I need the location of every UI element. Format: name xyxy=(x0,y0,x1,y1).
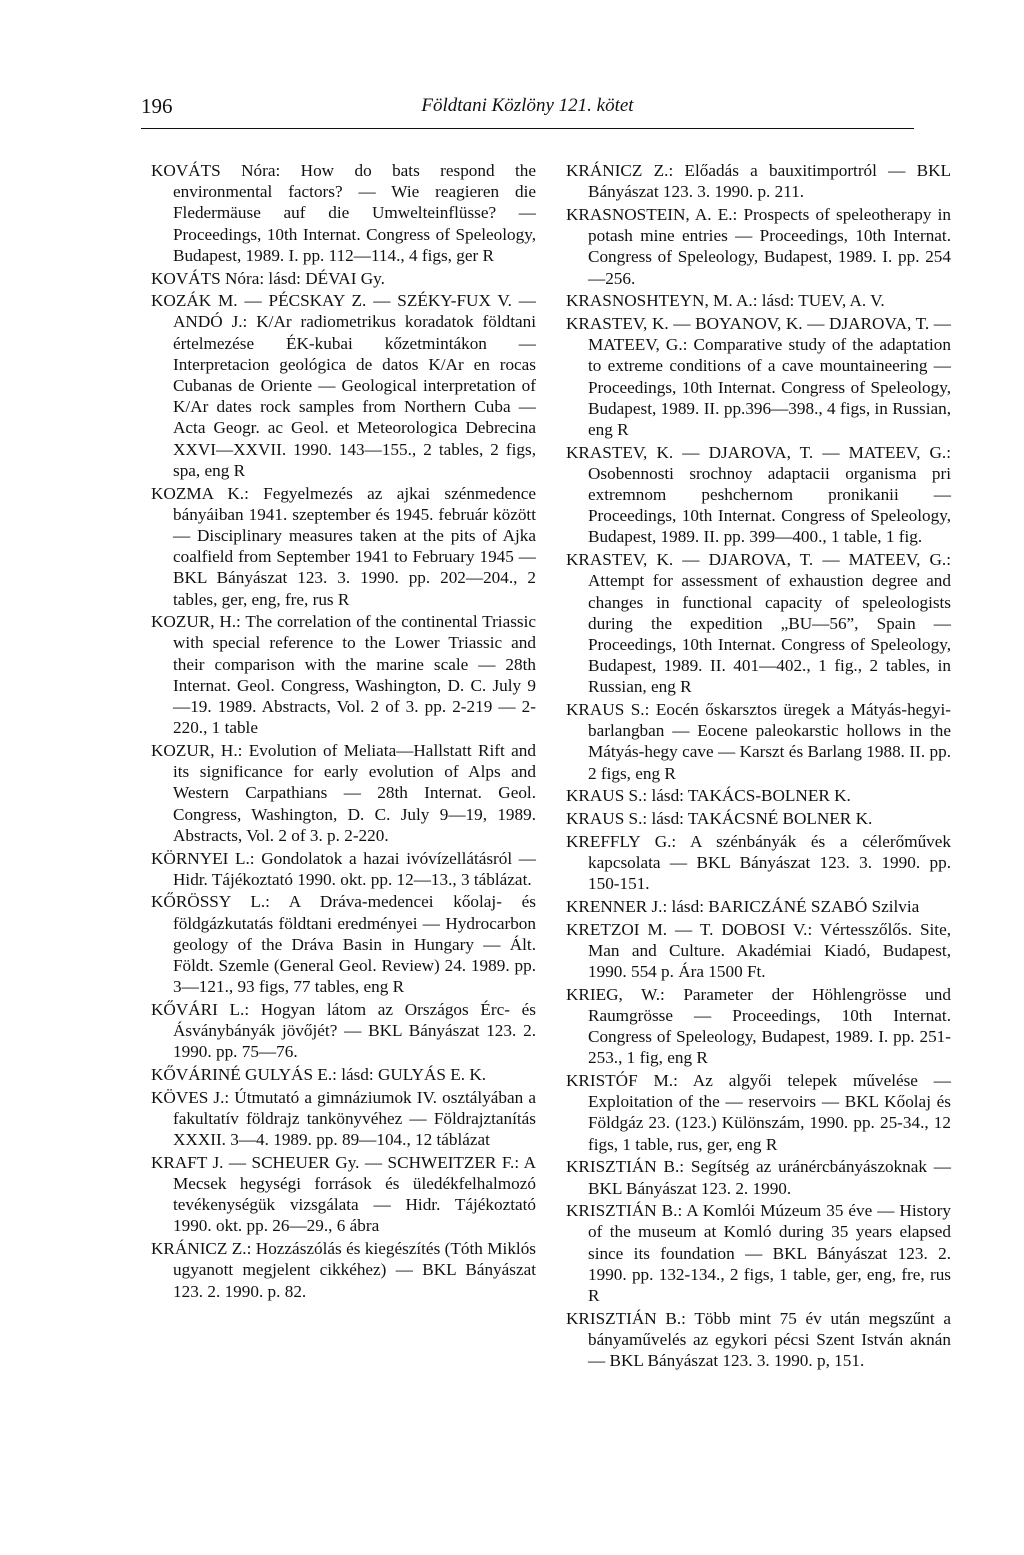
bibliography-entry: KRAFT J. — SCHEUER Gy. — SCHWEITZER F.: A Mecsek hegységi források és üledékfelhalmozó tevékenységük vizsgálata — Hidr. Tájékoztató 1990. okt. pp. 26—29., 6 ábra xyxy=(151,1152,536,1236)
bibliography-entry: KRASTEV, K. — DJAROVA, T. — MATEEV, G.: Attempt for assessment of exhaustion degree and changes in functional capacity of speleologists during the expedition „BU—56”, Spain — Proceedings, 10th Internat. Congress of Speleology, Budapest, 1989. II. 401—402., 1 fig., 2 tables, in Russian, eng R xyxy=(566,550,951,697)
bibliography-entry: KRISZTIÁN B.: A Komlói Múzeum 35 éve — History of the museum at Komló during 35 years elapsed since its foundation — BKL Bányászat 123. 2. 1990. pp. 132-134., 2 figs, 1 table, ger, eng, fre, rus R xyxy=(566,1201,951,1306)
bibliography-entry: KREFFLY G.: A szénbányák és a célerőművek kapcsolata — BKL Bányászat 123. 3. 1990. pp. 150-151. xyxy=(566,831,951,894)
bibliography-entry: KOVÁTS Nóra: How do bats respond the environmental factors? — Wie reagieren die Fledermäuse auf die Umwelteinflüsse? — Proceedings, 10th Internat. Congress of Speleology, Budapest, 1989. I. pp. 112—114., 4 figs, ger R xyxy=(151,161,536,265)
bibliography-entry: KRASTEV, K. — DJAROVA, T. — MATEEV, G.: Osobennosti srochnoy adaptacii organisma pri extremnom peshchernom pronikanii — Proceedings, 10th Internat. Congress of Speleology, Budapest, 1989. II. pp. 399—400., 1 table, 1 fig. xyxy=(566,442,951,547)
bibliography-entry: KÖRNYEI L.: Gondolatok a hazai ivóvízellátásról — Hidr. Tájékoztató 1990. okt. pp. 12—13., 3 táblázat. xyxy=(151,848,536,889)
bibliography-entry: KRAUS S.: lásd: TAKÁCSNÉ BOLNER K. xyxy=(566,809,873,829)
journal-title: Földtani Közlöny 121. kötet xyxy=(421,95,634,116)
bibliography-entry: KŐRÖSSY L.: A Dráva-medencei kőolaj- és földgázkutatás földtani eredményei — Hydrocarbon geology of the Dráva Basin in Hungary — Ált. Földt. Szemle (General Geol. Review) 24. 1989. pp. 3—121., 93 figs, 77 tables, eng R xyxy=(151,892,536,997)
bibliography-entry: KOZUR, H.: The correlation of the continental Triassic with special reference to the Lower Triassic and their comparison with the marine scale — 28th Internat. Geol. Congress, Washington, D. C. July 9—19. 1989. Abstracts, Vol. 2 of 3. pp. 2-219 — 2-220., 1 table xyxy=(151,612,536,738)
bibliography-entry: KRAUS S.: Eocén őskarsztos üregek a Mátyás-hegyi-barlangban — Eocene paleokarstic hollows in the Mátyás-hegy cave — Karszt és Barlang 1988. II. pp. 2 figs, eng R xyxy=(566,700,951,783)
bibliography-entry: KOVÁTS Nóra: lásd: DÉVAI Gy. xyxy=(151,268,385,288)
bibliography-entry: KRÁNICZ Z.: Előadás a bauxitimportról — BKL Bányászat 123. 3. 1990. p. 211. xyxy=(566,161,951,202)
bibliography-entry: KOZMA K.: Fegyelmezés az ajkai szénmedence bányáiban 1941. szeptember és 1945. február között — Disciplinary measures taken at the pits of Ajka coalfield from September 1941 to February 1945 — BKL Bányászat 123. 3. 1990. pp. 202—204., 2 tables, ger, eng, fre, rus R xyxy=(151,483,536,609)
bibliography-entry: KRIEG, W.: Parameter der Höhlengrösse und Raumgrösse — Proceedings, 10th Internat. Congress of Speleology, Budapest, 1989. I. pp. 251-253., 1 fig, eng R xyxy=(566,984,951,1068)
bibliography-entry: KŐVÁRI L.: Hogyan látom az Országos Érc- és Ásványbányák jövőjét? — BKL Bányászat 123. 2. 1990. pp. 75—76. xyxy=(151,999,536,1062)
bibliography-entry: KÖVES J.: Útmutató a gimnáziumok IV. osztályában a fakultatív földrajz tankönyvéhez — Földrajztanítás XXXII. 3—4. 1989. pp. 89—104., 12 táblázat xyxy=(151,1087,536,1150)
bibliography-entry: KRISZTIÁN B.: Segítség az uránércbányászoknak — BKL Bányászat 123. 2. 1990. xyxy=(566,1157,951,1198)
header-rule xyxy=(141,128,914,129)
bibliography-entry: KRÁNICZ Z.: Hozzászólás és kiegészítés (Tóth Miklós ugyanott megjelent cikkéhez) — BKL Bányászat 123. 2. 1990. p. 82. xyxy=(151,1239,536,1301)
bibliography-entry: KŐVÁRINÉ GULYÁS E.: lásd: GULYÁS E. K. xyxy=(151,1065,487,1085)
bibliography-entry: KRASNOSTEIN, A. E.: Prospects of speleotherapy in potash mine entries — Proceedings, 10th Internat. Congress of Speleology, Budapest, 1989. I. pp. 254—256. xyxy=(566,204,951,288)
bibliography-entry: KRISZTIÁN B.: Több mint 75 év után megszűnt a bányaművelés az egykori pécsi Szent István aknán — BKL Bányászat 123. 3. 1990. p, 151. xyxy=(566,1308,951,1371)
bibliography-entry: KRENNER J.: lásd: BARICZÁNÉ SZABÓ Szilvia xyxy=(566,896,920,916)
bibliography-entry: KRAUS S.: lásd: TAKÁCS-BOLNER K. xyxy=(566,786,851,806)
left-column xyxy=(151,160,536,1303)
bibliography-entry: KRISTÓF M.: Az algyői telepek művelése — Exploitation of the — reservoirs — BKL Kőolaj és Földgáz 23. (123.) Különszám, 1990. pp. 25-34., 12 figs, 1 table, rus, ger, eng R xyxy=(566,1071,951,1154)
right-column xyxy=(566,160,951,1373)
bibliography-entry: KRASTEV, K. — BOYANOV, K. — DJAROVA, T. — MATEEV, G.: Comparative study of the adaptation to extreme conditions of a cave mountaineering — Proceedings, 10th Internat. Congress of Speleology, Budapest, 1989. II. pp.396—398., 4 figs, in Russian, eng R xyxy=(566,313,951,439)
bibliography-entry: KOZÁK M. — PÉCSKAY Z. — SZÉKY-FUX V. — ANDÓ J.: K/Ar radiometrikus koradatok földtani értelmezése ÉK-kubai kőzetmintákon — Interpretacion geológica de datos K/Ar en rocas Cubanas de Oriente — Geological interpretation of K/Ar dates rock samples from Northern Cuba — Acta Geogr. ac Geol. et Meteorologica Debrecina XXVI—XXVII. 1990. 143—155., 2 tables, 2 figs, spa, eng R xyxy=(151,291,536,480)
bibliography-entry: KRASNOSHTEYN, M. A.: lásd: TUEV, A. V. xyxy=(566,291,885,311)
page-number: 196 xyxy=(141,94,173,118)
running-header xyxy=(141,94,914,124)
bibliography-entry: KOZUR, H.: Evolution of Meliata—Hallstatt Rift and its significance for early evolution of Alps and Western Carpathians — 28th Internat. Geol. Congress, Washington, D. C. July 9—19, 1989. Abstracts, Vol. 2 of 3. p. 2-220. xyxy=(151,740,536,845)
bibliography-entry: KRETZOI M. — T. DOBOSI V.: Vértesszőlős. Site, Man and Culture. Akadémiai Kiadó, Budapest, 1990. 554 p. Ára 1500 Ft. xyxy=(566,919,951,982)
